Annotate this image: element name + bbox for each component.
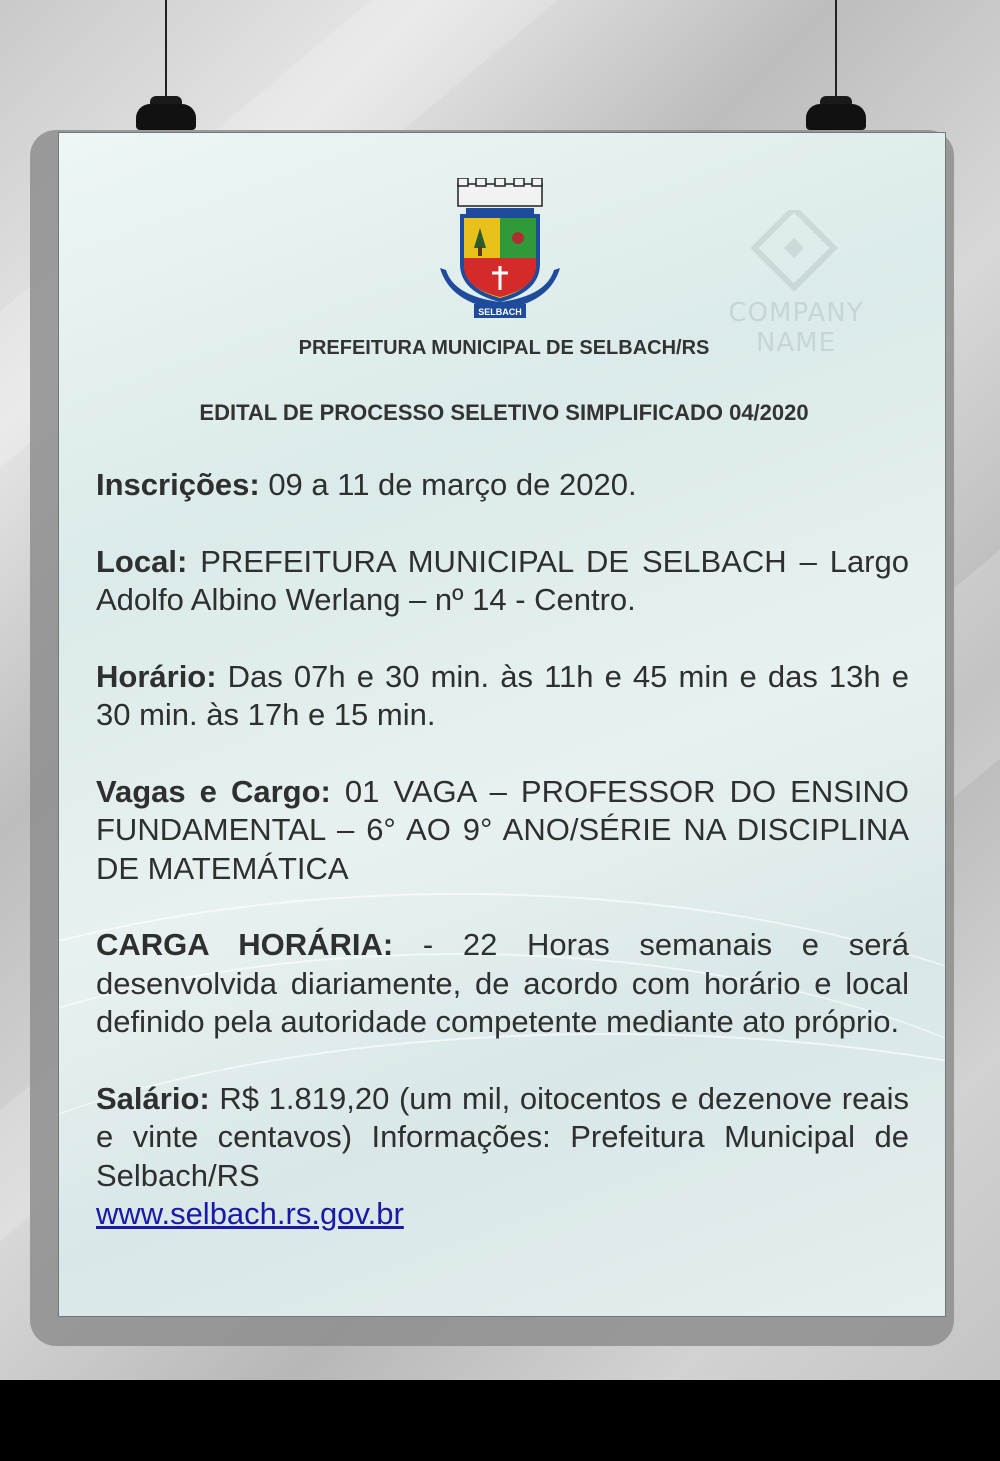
org-title: PREFEITURA MUNICIPAL DE SELBACH/RS (298, 337, 710, 359)
section-inscricoes (96, 466, 909, 505)
section-label: Local: (96, 543, 188, 579)
section-text: 09 a 11 de março de 2020. (259, 467, 637, 502)
section-label: CARGA HORÁRIA: (96, 927, 394, 962)
crest-banner-text: SELBACH (478, 307, 522, 317)
notice-body (96, 466, 909, 1234)
section-local (96, 543, 909, 620)
section-salario (96, 1080, 909, 1234)
watermark-text: COMPANY NAME (728, 298, 864, 358)
section-carga-horaria (96, 926, 909, 1042)
bottom-black-bar (0, 1380, 1000, 1461)
section-label: Horário: (96, 658, 217, 694)
section-label: Vagas e Cargo: (96, 773, 331, 809)
section-text: Das 07h e 30 min. às 11h e 45 min e das 13h e 30 min. às 17h e 15 min. (96, 658, 909, 732)
section-text: PREFEITURA MUNICIPAL DE SELBACH – Largo Adolfo Albino Werlang – nº 14 - Centro. (96, 543, 909, 617)
hanger-wire-left (165, 0, 167, 98)
municipal-crest-logo (430, 178, 570, 328)
website-link[interactable]: www.selbach.rs.gov.br (96, 1196, 404, 1231)
company-watermark (706, 210, 886, 358)
section-text: - 22 Horas semanais e será desenvolvida diariamente, de acordo com horário e local definido pela autoridade competente mediante ato próprio. (96, 927, 909, 1039)
section-text: R$ 1.819,20 (um mil, oitocentos e dezenove reais e vinte centavos) Informações: Prefeitura Municipal de Selbach/RS (96, 1080, 909, 1193)
section-horario (96, 658, 909, 735)
edital-title: EDITAL DE PROCESSO SELETIVO SIMPLIFICADO 04/2020 (199, 400, 809, 425)
section-text: 01 VAGA – PROFESSOR DO ENSINO FUNDAMENTAL – 6° AO 9° ANO/SÉRIE NA DISCIPLINA DE MATEMÁTICA (96, 773, 909, 886)
section-label: Salário: (96, 1080, 210, 1116)
hanger-wire-right (835, 0, 837, 98)
section-label: Inscrições: (96, 467, 260, 502)
section-vagas (96, 773, 909, 889)
